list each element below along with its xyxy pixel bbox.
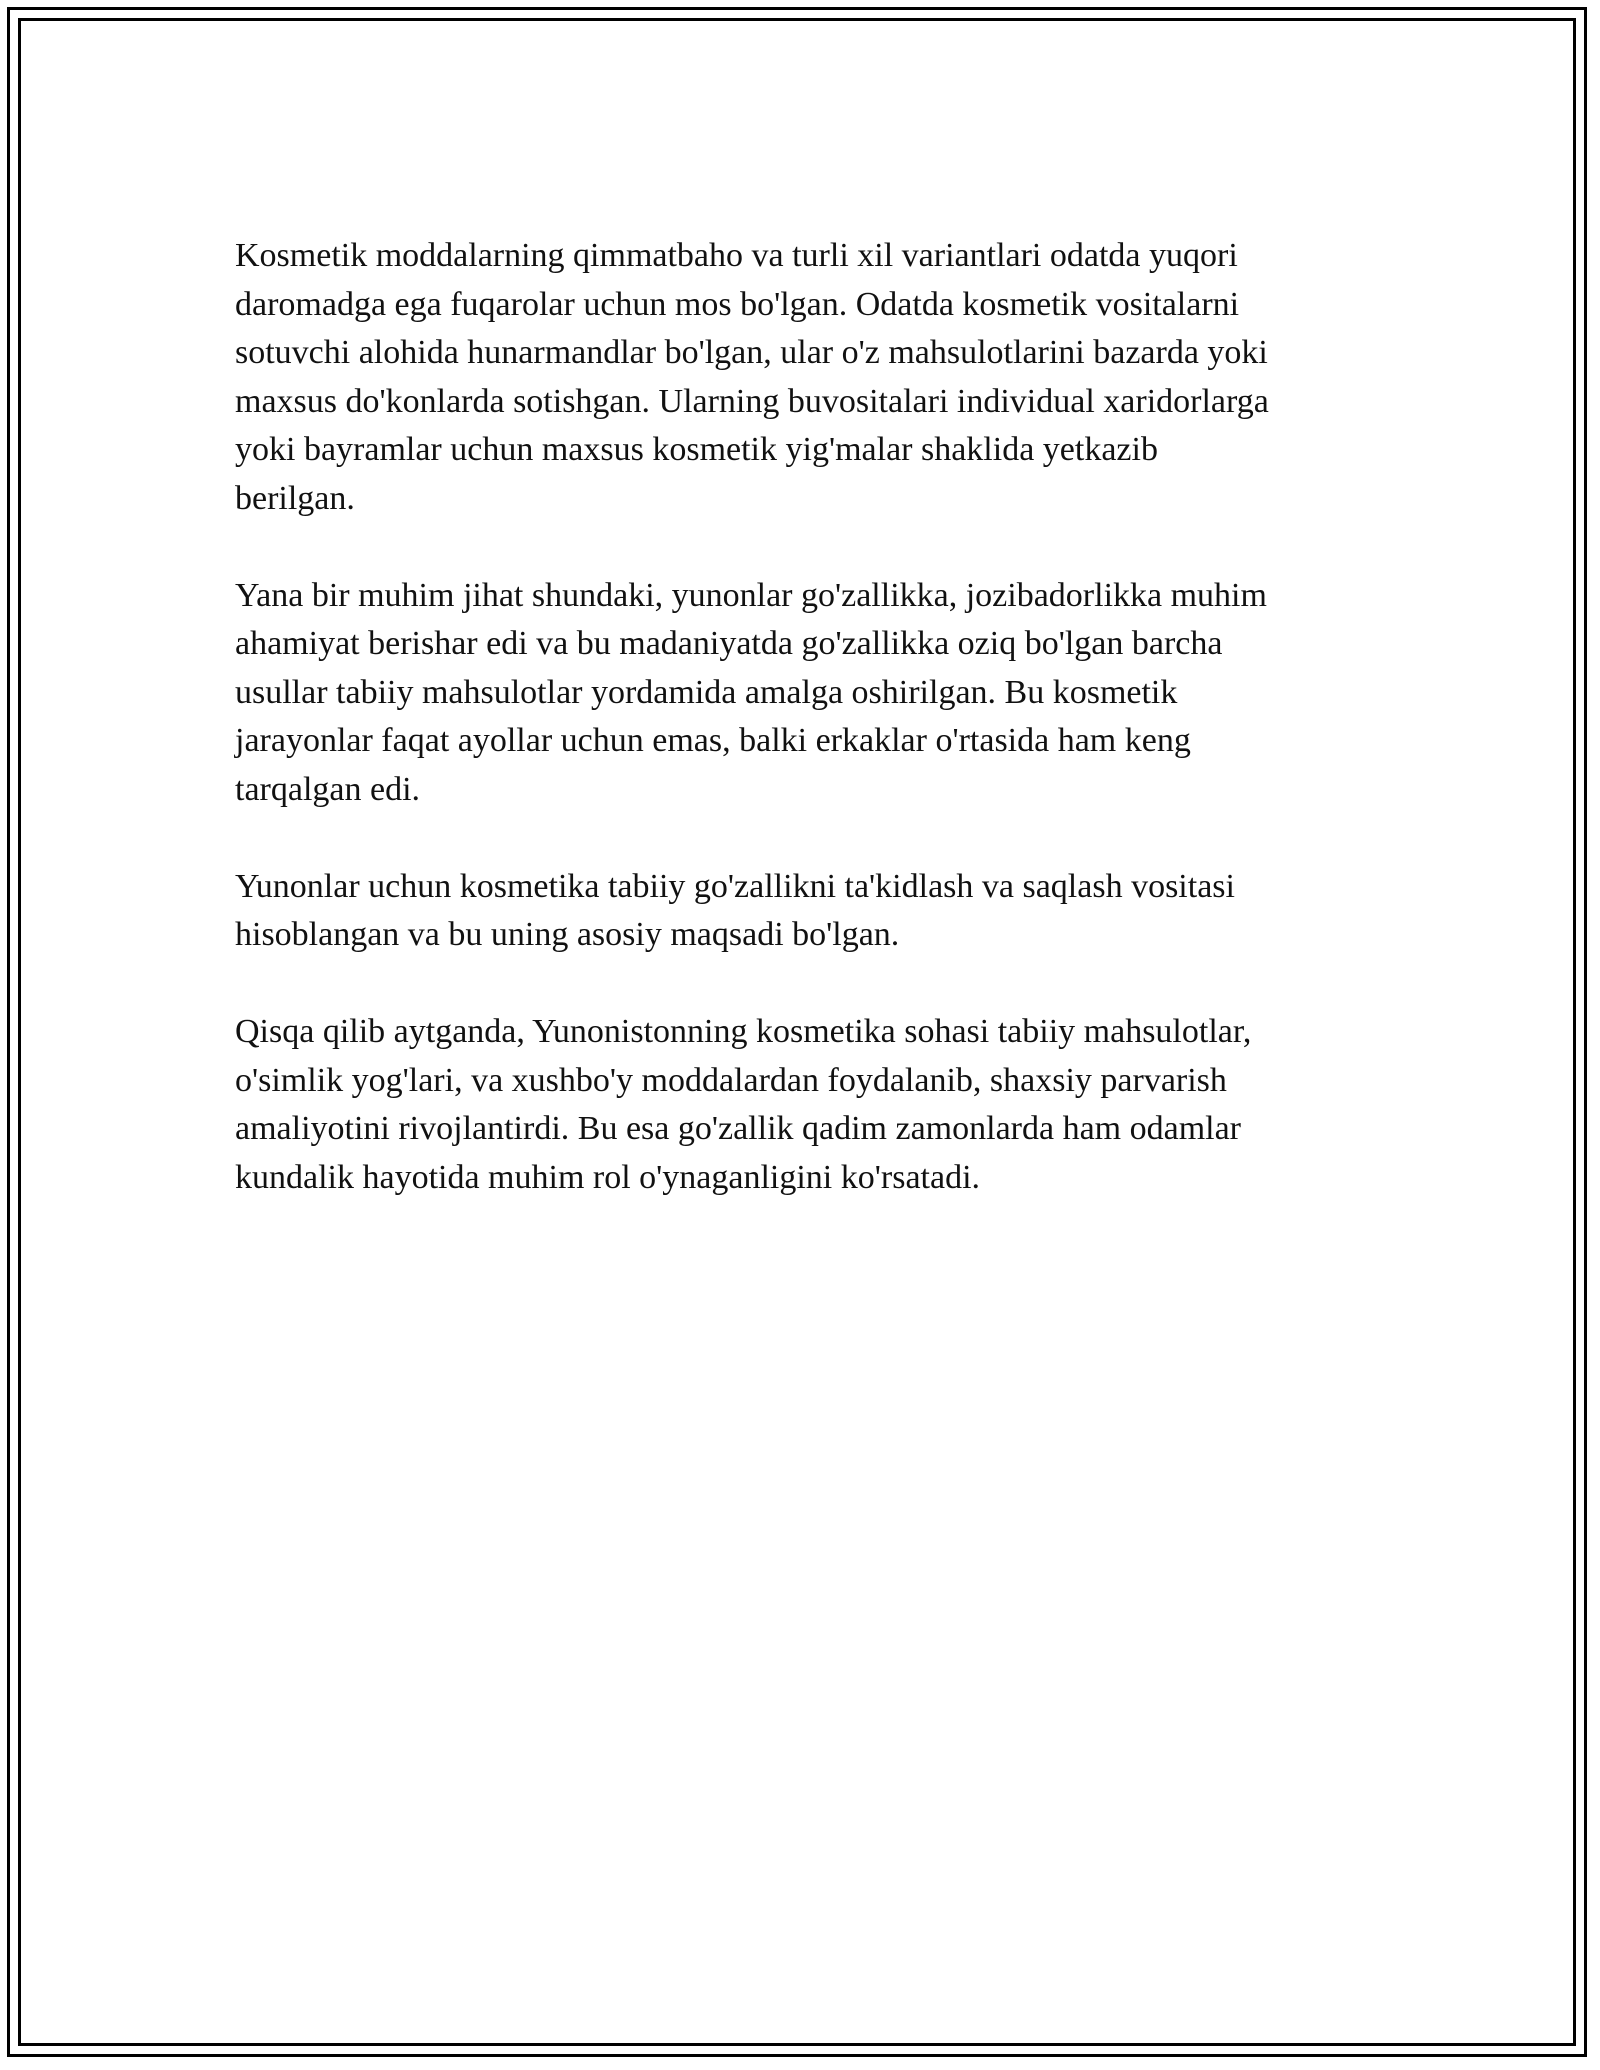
document-body	[235, 232, 1365, 1251]
paragraph-4: Qisqa qilib aytganda, Yunonistonning kosmetika sohasi tabiiy mahsulotlar, o'simlik yog'lari, va xushbo'y moddalardan foydalanib, shaxsiy parvarish amaliyotini rivojlantirdi. Bu esa go'zallik qadim zamonlarda ham odamlar kundalik hayotida muhim rol o'ynaganligini ko'rsatadi.	[235, 1013, 1252, 1196]
paragraph-2: Yana bir muhim jihat shundaki, yunonlar go'zallikka, jozibadorlikka muhim ahamiyat berishar edi va bu madaniyatda go'zallikka oziq bo'lgan barcha usullar tabiiy mahsulotlar yordamida amalga oshirilgan. Bu kosmetik jarayonlar faqat ayollar uchun emas, balki erkaklar o'rtasida ham keng tarqalgan edi.	[235, 576, 1267, 808]
paragraph-3: Yunonlar uchun kosmetika tabiiy go'zallikni ta'kidlash va saqlash vositasi hisoblangan va bu uning asosiy maqsadi bo'lgan.	[235, 867, 1235, 953]
paragraph-1: Kosmetik moddalarning qimmatbaho va turli xil variantlari odatda yuqori daromadga ega fuqarolar uchun mos bo'lgan. Odatda kosmetik vositalarni sotuvchi alohida hunarmandlar bo'lgan, ular o'z mahsulotlarini bazarda yoki maxsus do'konlarda sotishgan. Ularning buvositalari individual xaridorlarga yoki bayramlar uchun maxsus kosmetik yig'malar shaklida yetkazib berilgan.	[235, 237, 1269, 517]
